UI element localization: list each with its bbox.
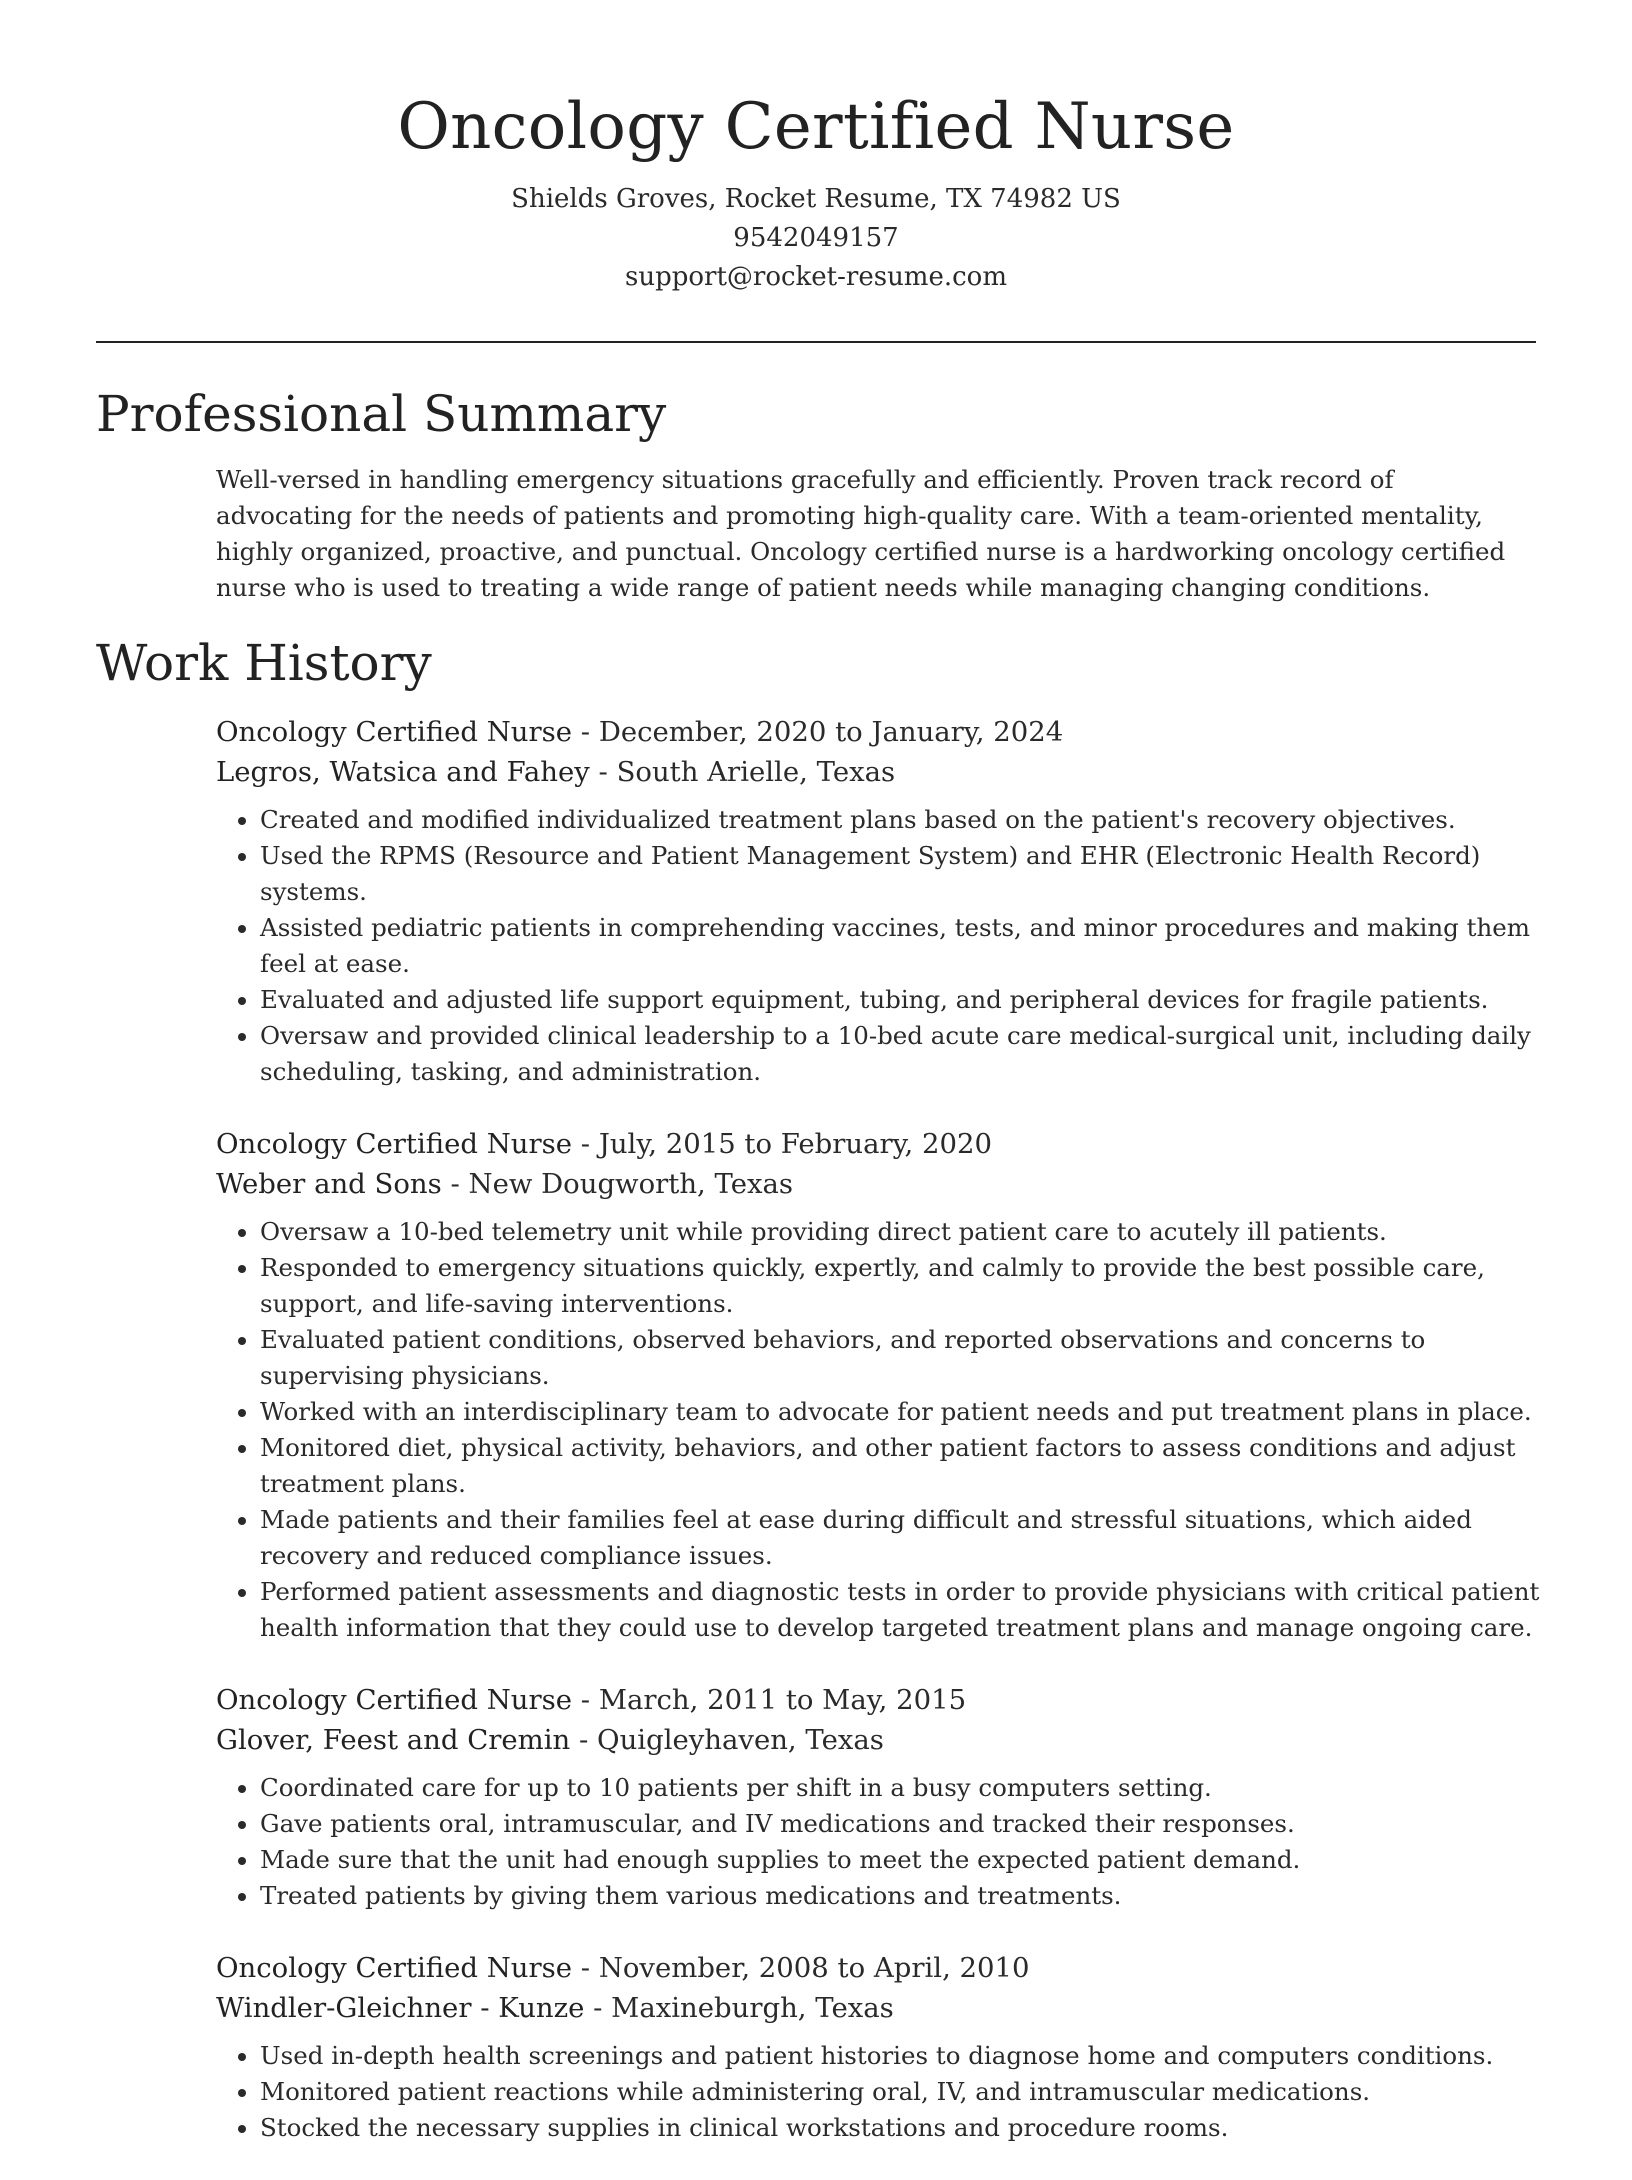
job-bullet-list — [216, 1214, 1546, 1646]
contact-address: Shields Groves, Rocket Resume, TX 74982 US — [511, 184, 1121, 214]
job-company-separator: - — [589, 756, 617, 788]
job-location: New Dougworth, Texas — [468, 1168, 794, 1200]
header-divider — [96, 341, 1536, 343]
job-bullet: • Monitored diet, physical activity, behaviors, and other patient factors to assess conditions and adjust treatment plans. — [260, 1430, 1546, 1502]
job-bullet: • Worked with an interdisciplinary team to advocate for patient needs and put treatment plans in place. — [260, 1394, 1546, 1430]
job-bullet: • Responded to emergency situations quickly, expertly, and calmly to provide the best possible care, support, and life-saving interventions. — [260, 1250, 1546, 1322]
job-entry — [216, 1680, 1546, 1914]
job-bullet: • Oversaw and provided clinical leadership to a 10-bed acute care medical-surgical unit, including daily scheduling, tasking, and administration. — [260, 1018, 1546, 1090]
job-title-line — [216, 1680, 1546, 1720]
job-title: Oncology Certified Nurse — [216, 1128, 573, 1160]
contact-email: support@rocket-resume.com — [624, 262, 1007, 292]
contact-block — [0, 180, 1632, 297]
job-entry — [216, 712, 1546, 1090]
summary-text: Well-versed in handling emergency situations gracefully and efficiently. Proven track record of advocating for the needs of patients and promoting high-quality care. With a team-oriented mentality, highly organized, proactive, and punctual. Oncology certified nurse is a hardworking oncology certified nurse who is used to treating a wide range of patient needs while managing changing conditions. — [216, 465, 1506, 602]
job-bullet: • Evaluated and adjusted life support equipment, tubing, and peripheral devices for fragile patients. — [260, 982, 1546, 1018]
job-bullet: • Made sure that the unit had enough supplies to meet the expected patient demand. — [260, 1842, 1546, 1878]
job-bullet: • Monitored patient reactions while administering oral, IV, and intramuscular medications. — [260, 2074, 1546, 2110]
job-entry — [216, 1124, 1546, 1646]
job-title-line — [216, 1124, 1546, 1164]
job-bullet: • Created and modified individualized treatment plans based on the patient's recovery objectives. — [260, 802, 1546, 838]
job-company-separator: - — [584, 1992, 612, 2024]
job-dates: July, 2015 to February, 2020 — [598, 1128, 992, 1160]
job-bullet: • Evaluated patient conditions, observed behaviors, and reported observations and concerns to supervising physicians. — [260, 1322, 1546, 1394]
job-dates: November, 2008 to April, 2010 — [598, 1952, 1030, 1984]
job-bullet: • Used the RPMS (Resource and Patient Management System) and EHR (Electronic Health Record) systems. — [260, 838, 1546, 910]
job-company-separator: - — [441, 1168, 469, 1200]
summary-heading: Professional Summary — [96, 385, 667, 443]
job-bullet: • Coordinated care for up to 10 patients per shift in a busy computers setting. — [260, 1770, 1546, 1806]
job-title-line — [216, 712, 1546, 752]
job-company-separator: - — [570, 1724, 598, 1756]
job-bullet-list — [216, 1770, 1546, 1914]
job-bullet: • Stocked the necessary supplies in clinical workstations and procedure rooms. — [260, 2110, 1546, 2146]
job-bullet: • Oversaw a 10-bed telemetry unit while providing direct patient care to acutely ill patients. — [260, 1214, 1546, 1250]
job-bullet: • Used in-depth health screenings and patient histories to diagnose home and computers conditions. — [260, 2038, 1546, 2074]
job-company-line — [216, 752, 1546, 792]
job-company: Legros, Watsica and Fahey — [216, 756, 590, 788]
job-location: Maxineburgh, Texas — [611, 1992, 894, 2024]
work-history-heading: Work History — [96, 634, 432, 692]
job-company-line — [216, 1988, 1546, 2028]
job-title: Oncology Certified Nurse — [216, 1952, 573, 1984]
job-title-line — [216, 1948, 1546, 1988]
job-company: Windler-Gleichner - Kunze — [216, 1992, 585, 2024]
job-dates: December, 2020 to January, 2024 — [598, 716, 1064, 748]
job-company: Glover, Feest and Cremin — [216, 1724, 571, 1756]
job-bullet: • Performed patient assessments and diagnostic tests in order to provide physicians with critical patient health information that they could use to develop targeted treatment plans and manage ongoing care. — [260, 1574, 1546, 1646]
job-bullet-list — [216, 802, 1546, 1090]
job-location: Quigleyhaven, Texas — [597, 1724, 884, 1756]
job-dates: March, 2011 to May, 2015 — [598, 1684, 967, 1716]
job-title-separator: - — [572, 1952, 599, 1984]
job-entry — [216, 1948, 1546, 2146]
job-bullet: • Assisted pediatric patients in comprehending vaccines, tests, and minor procedures and making them feel at ease. — [260, 910, 1546, 982]
job-bullet-list — [216, 2038, 1546, 2146]
job-title: Oncology Certified Nurse — [216, 716, 573, 748]
job-bullet: • Gave patients oral, intramuscular, and IV medications and tracked their responses. — [260, 1806, 1546, 1842]
resume-header — [0, 84, 1632, 297]
job-company: Weber and Sons — [216, 1168, 442, 1200]
job-company-line — [216, 1720, 1546, 1760]
job-bullet: • Made patients and their families feel at ease during difficult and stressful situations, which aided recovery and reduced compliance issues. — [260, 1502, 1546, 1574]
job-title-separator: - — [572, 1684, 599, 1716]
job-location: South Arielle, Texas — [616, 756, 896, 788]
job-title: Oncology Certified Nurse — [216, 1684, 573, 1716]
work-history-list — [216, 712, 1546, 2180]
job-title-separator: - — [572, 716, 599, 748]
contact-phone: 9542049157 — [733, 223, 899, 253]
job-title-separator: - — [572, 1128, 599, 1160]
resume-name: Oncology Certified Nurse — [397, 90, 1235, 164]
job-company-line — [216, 1164, 1546, 1204]
job-bullet: • Treated patients by giving them various medications and treatments. — [260, 1878, 1546, 1914]
